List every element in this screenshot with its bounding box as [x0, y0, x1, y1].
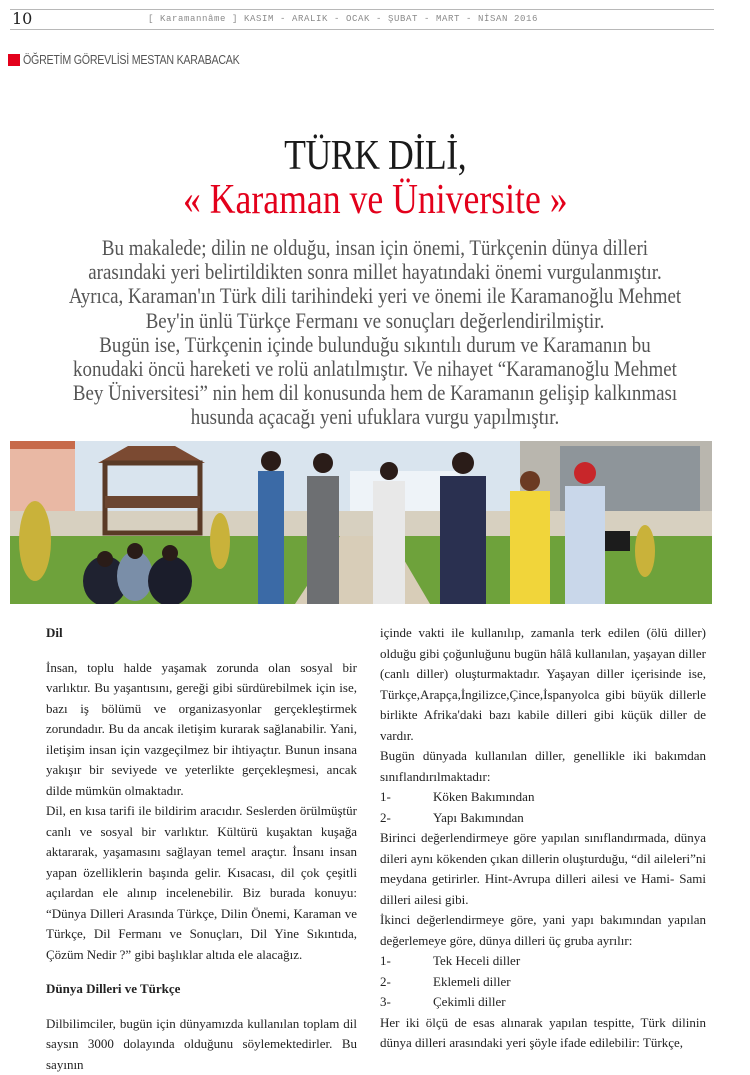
body-paragraph: Birinci değerlendirmeye göre yapılan sınıflandırmada, dünya dileri aynı kökenden çıkan dillerin oluşturduğu, “dil aileleri”ni meydana getirirler. Hint-Avrupa dilleri ailesi ve Hami- Sami dilleri ailesi gibi. — [380, 828, 706, 910]
list-item: 1- Tek Heceli diller — [380, 951, 706, 972]
header-rule-bottom — [10, 29, 714, 30]
body-paragraph: İkinci değerlendirmeye göre, yani yapı bakımından yapılan değerlemeye göre, dünya dilleri üç gruba ayrılır: — [380, 910, 706, 951]
running-head: [ Karamannâme ] KASIM - ARALIK - OCAK - ŞUBAT - MART - NİSAN 2016 — [148, 13, 538, 25]
list-item: 2- Eklemeli diller — [380, 972, 706, 993]
section-heading-dil: Dil — [46, 623, 357, 644]
title-line-1: TÜRK DİLİ, — [284, 134, 466, 178]
body-paragraph: Dilbilimciler, bugün için dünyamızda kullanılan toplam dil saysın 3000 dolayında olduğunu söylemektedirler. Bu sayının — [46, 1014, 357, 1075]
body-paragraph: Bugün dünyada kullanılan diller, genellikle iki bakımdan sınıflandırılmaktadır: — [380, 746, 706, 787]
abstract-paragraph: Bu makalede; dilin ne olduğu, insan için önemi, Türkçenin dünya dilleri arasındaki yeri belirtildikten sonra millet hayatındaki önemi vurgulanmıştır. Ayrıca, Karaman'ın Türk dili tarihindeki yeri ve önemi ile Karamanoğlu Mehmet Bey'in ünlü Türkçe Fermanı ve sonuçları değerlendirilmiştir. — [65, 236, 686, 333]
article-title — [0, 134, 750, 178]
campus-photo-illustration — [10, 441, 712, 604]
section-heading-dunya-dilleri: Dünya Dilleri ve Türkçe — [46, 979, 357, 1000]
body-paragraph: içinde vakti ile kullanılıp, zamanla terk edilen (ölü diller) olduğu gibi çoğunluğunu bugün hâlâ kullanılan, yaşayan diller (canlı diller) oluşturmaktadır. Yaşayan diller içerisinde ise, Türkçe,Arapça,İngilizce,Çince,İspanyolca gibi büyük dillerle birlikte Afrika'daki bazı kabile dilleri gibi küçük diller de vardır. — [380, 623, 706, 746]
body-paragraph: Her iki ölçü de esas alınarak yapılan tespitte, Türk dilinin dünya dilleri arasındaki yeri şöyle ifade edilebilir: Türkçe, — [380, 1013, 706, 1054]
byline — [8, 52, 287, 67]
left-column — [46, 623, 357, 1075]
abstract-paragraph: Bugün ise, Türkçenin içinde bulunduğu sıkıntılı durum ve Karamanın bu konudaki öncü hareketi ve rolü anlatılmıştır. Ve nihayet “Karamanoğlu Mehmet Bey Üniversitesi” nin hem dil konusunda hem de Karamanın gelişip kalkınması husunda açacağı yeni ufuklara vurgu yapılmıştır. — [65, 333, 686, 430]
list-item: 1- Köken Bakımından — [380, 787, 706, 808]
campus-photo — [10, 441, 712, 604]
body-paragraph: İnsan, toplu halde yaşamak zorunda olan sosyal bir varlıktır. Bu yaşantısını, gereği gibi sürdürebilmek için ise, bazı iş bölümü ve organizasyonlar gerçekleştirmek zorundadır. Bu da ancak iletişim kurarak sağlanabilir. Yani, iletişim insan için vazgeçilmez bir ihtiyaçtır. Bunun insana yakışır bir seviyede ve yeterlikte gerçekleşmesi, ancak dilde mümkün olmaktadır. — [46, 658, 357, 802]
article-subtitle — [0, 178, 750, 222]
header-rule-top — [10, 9, 714, 10]
title-line-2: « Karaman ve Üniversite » — [183, 178, 568, 222]
page-number: 10 — [12, 10, 32, 28]
list-item: 2- Yapı Bakımından — [380, 808, 706, 829]
red-square-icon — [8, 54, 20, 66]
shrub — [19, 501, 51, 581]
author-name: ÖĞRETİM GÖREVLİSİ MESTAN KARABACAK — [23, 52, 240, 67]
body-paragraph: Dil, en kısa tarifi ile bildirim aracıdır. Seslerden örülmüştür canlı ve sosyal bir varlıktır. Kültürü kuşaktan kuşağa aktararak, yaşamasını sağlayan temel araçtır. İnsanı insan yapan özelliklerin başında gelir. Kısacası, dil çok çeşitli açılardan ele alınıp incelenebilir. Biz burada konuyu: “Dünya Dilleri Arasında Türkçe, Dilin Önemi, Karaman ve Türkçe, Dil Fermanı ve Sonuçları, Dil Yine Sıkıntıda, Çözüm Nedir ?” gibi başlıklar altıda ele alacağız. — [46, 801, 357, 965]
right-column — [380, 623, 706, 1054]
list-item: 3- Çekimli diller — [380, 992, 706, 1013]
abstract — [14, 236, 736, 430]
